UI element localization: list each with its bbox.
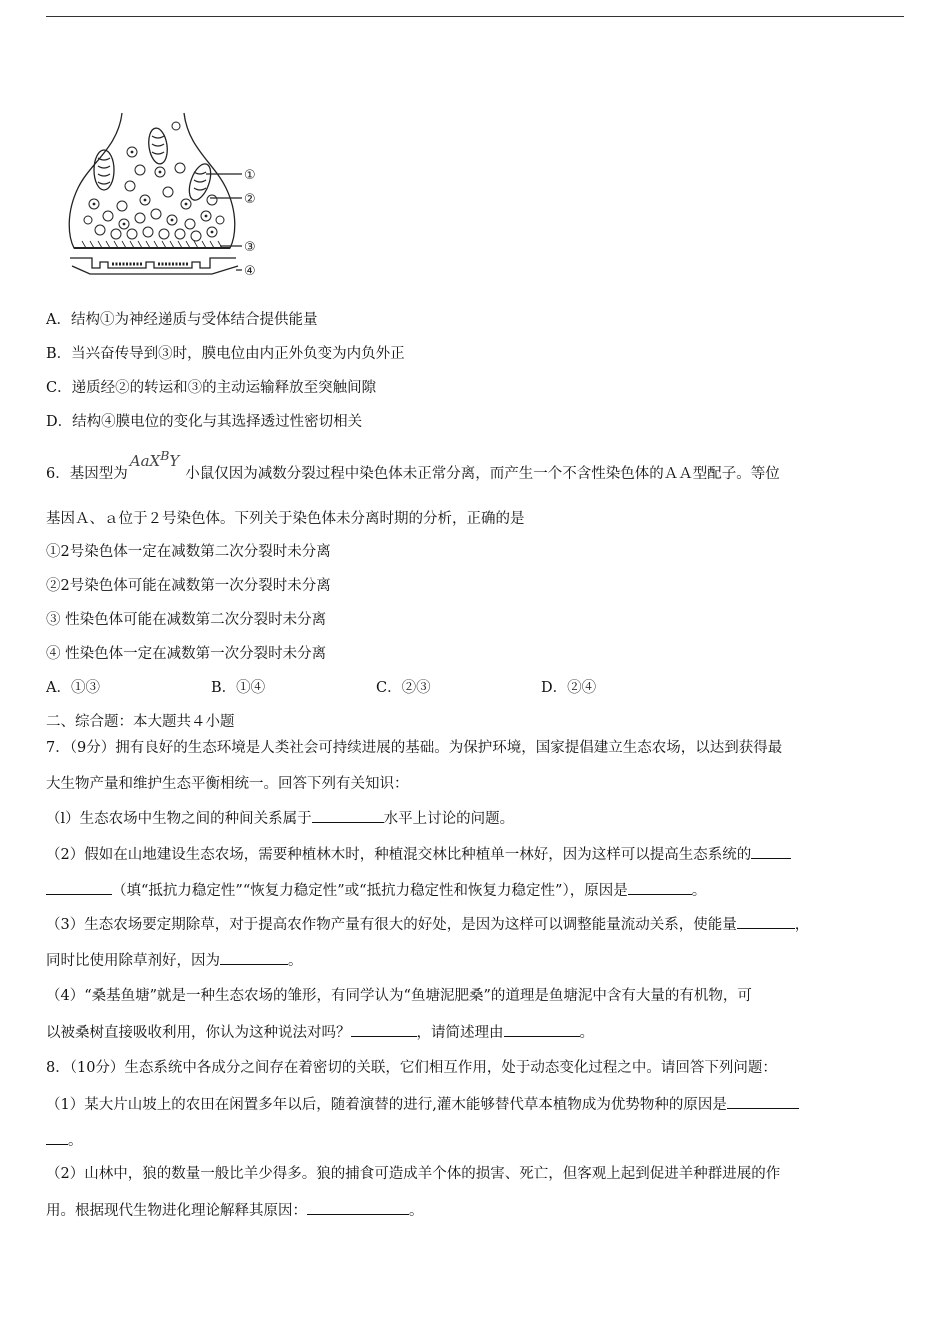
figure-label-3: ③	[244, 240, 256, 255]
q8-part2-cont: 用。根据现代生物进化理论解释其原因： 。	[46, 1200, 424, 1221]
q6-suffix: 小鼠仅因为减数分裂过程中染色体未正常分离，而产生一个不含性染色体的ＡＡ型配子。等位	[185, 466, 780, 482]
q6-statement-4: ④ 性染色体一定在减数第一次分裂时未分离	[46, 646, 327, 662]
header-rule	[46, 16, 904, 17]
answer-blank[interactable]	[312, 808, 384, 823]
q7-part1: （l）生态农场中生物之间的种间关系属于 水平上讨论的问题。	[46, 808, 514, 829]
q6-option-c: C．②③	[376, 680, 431, 696]
q6-stem	[46, 448, 780, 484]
answer-blank[interactable]	[628, 880, 692, 895]
answer-blank[interactable]	[751, 844, 791, 859]
q7-part2-cont: （填“抵抗力稳定性”“恢复力稳定性”或“抵抗力稳定性和恢复力稳定性”），原因是 。	[46, 880, 706, 901]
answer-blank[interactable]	[46, 1130, 68, 1145]
q5-option-a: A．结构①为神经递质与受体结合提供能量	[46, 312, 318, 328]
answer-blank[interactable]	[737, 914, 795, 929]
q6-prefix: 6．基因型为	[46, 466, 128, 482]
q6-statement-1: ①2号染色体一定在减数第二次分裂时未分离	[46, 544, 331, 560]
q7-part3: （3）生态农场要定期除草，对于提高农作物产量有很大的好处，是因为这样可以调整能量流动关系，使能量 ，	[46, 914, 809, 935]
q7-part4-cont: 以被桑树直接吸收利用，你认为这种说法对吗？ ，请简述理由 。	[46, 1022, 594, 1043]
q5-option-b: B．当兴奋传导到③时，膜电位由内正外负变为内负外正	[46, 346, 405, 362]
answer-blank[interactable]	[351, 1022, 417, 1037]
answer-blank[interactable]	[220, 950, 288, 965]
q8-stem: 8．（10分）生态系统中各成分之间存在着密切的关联，它们相互作用，处于动态变化过程之中。请回答下列问题：	[46, 1060, 777, 1076]
answer-blank[interactable]	[46, 880, 112, 895]
q6-option-a: A．①③	[46, 680, 100, 696]
q6-option-b: B．①④	[211, 680, 266, 696]
synapse-diagram	[60, 108, 275, 286]
q6-stem-line2: 基因Ａ、ａ位于２号染色体。下列关于染色体未分离时期的分析，正确的是	[46, 511, 525, 527]
q6-statement-3: ③ 性染色体可能在减数第二次分裂时未分离	[46, 612, 327, 628]
answer-blank[interactable]	[727, 1094, 799, 1109]
figure-label-1: ①	[244, 168, 256, 183]
q8-part1-cont: 。	[46, 1130, 83, 1151]
section-heading: 二、综合题：本大题共４小题	[46, 714, 235, 730]
answer-blank[interactable]	[307, 1200, 409, 1215]
q7-stem-line1: 7．（9分）拥有良好的生态环境是人类社会可持续进展的基础。为保护环境，国家提倡建立生态农场，以达到获得最	[46, 740, 783, 756]
q8-part1: （1）某大片山坡上的农田在闲置多年以后，随着演替的进行,灌木能够替代草本植物成为优势物种的原因是	[46, 1094, 799, 1115]
answer-blank[interactable]	[504, 1022, 580, 1037]
q8-part2: （2）山林中，狼的数量一般比羊少得多。狼的捕食可造成羊个体的损害、死亡，但客观上起到促进羊种群进展的作	[46, 1166, 781, 1182]
figure-label-4: ④	[244, 264, 256, 279]
q6-statement-2: ②2号染色体可能在减数第一次分裂时未分离	[46, 578, 331, 594]
q5-option-c: C．递质经②的转运和③的主动运输释放至突触间隙	[46, 380, 377, 396]
q7-stem-line2: 大生物产量和维护生态平衡相统一。回答下列有关知识：	[46, 776, 409, 792]
q7-part3-cont: 同时比使用除草剂好，因为 。	[46, 950, 303, 971]
q6-options	[46, 678, 646, 698]
genotype-formula: AaX$^B$Y	[129, 448, 180, 470]
q7-part2: （2）假如在山地建设生态农场，需要种植林木时，种植混交林比种植单一林好，因为这样可以提高生态系统的	[46, 844, 791, 865]
q5-option-d: D．结构④膜电位的变化与其选择透过性密切相关	[46, 414, 363, 430]
q6-option-d: D．②④	[541, 680, 597, 696]
q7-part4: （4）“桑基鱼塘”就是一种生态农场的雏形，有同学认为“鱼塘泥肥桑”的道理是鱼塘泥中含有大量的有机物，可	[46, 988, 752, 1004]
figure-label-2: ②	[244, 192, 256, 207]
